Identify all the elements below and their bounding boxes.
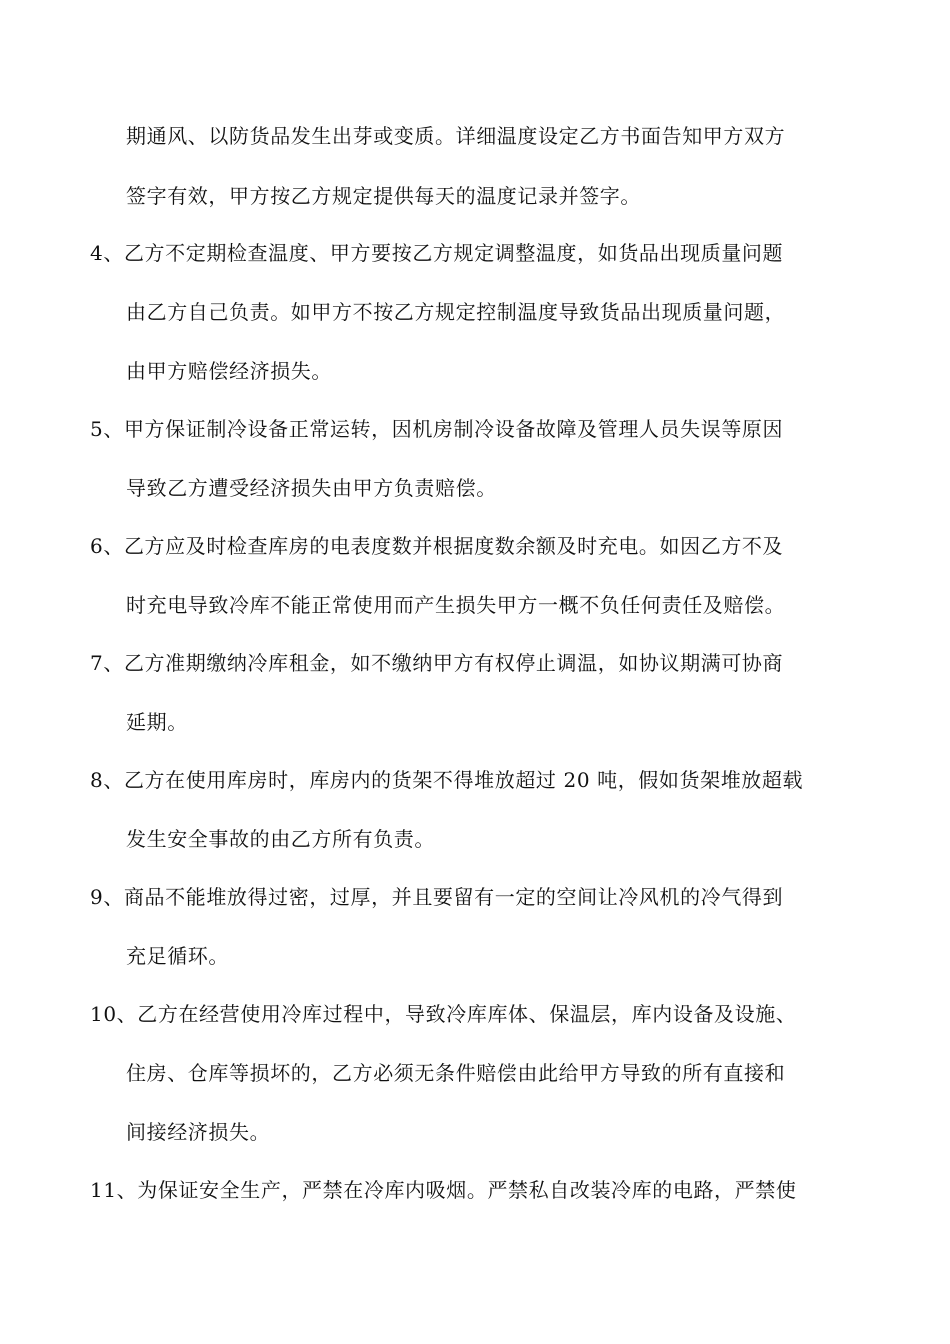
list-item-10: [90, 999, 796, 1029]
item-number: 9、: [90, 885, 124, 909]
list-item-8: [90, 765, 803, 795]
list-item-5: [90, 414, 783, 444]
item-8-line-2: 发生安全事故的由乙方所有负责。: [126, 827, 435, 851]
item-4-line-3: 由甲方赔偿经济损失。: [126, 359, 332, 383]
item-number: 10、: [90, 1002, 138, 1026]
item-number: 7、: [90, 651, 124, 675]
item-number: 5、: [90, 417, 124, 441]
item-number: 6、: [90, 534, 124, 558]
item-text-line: 商品不能堆放得过密，过厚，并且要留有一定的空间让冷风机的冷气得到: [123, 885, 784, 909]
item-5-line-2: 导致乙方遭受经济损失由甲方负责赔偿。: [126, 476, 497, 500]
list-item-4: [90, 238, 783, 268]
item-number: 8、: [90, 768, 124, 792]
list-item-11: [90, 1175, 796, 1205]
item-text-line: 为保证安全生产，严禁在冷库内吸烟。严禁私自改装冷库的电路，严禁使: [137, 1178, 797, 1202]
item-9-line-2: 充足循环。: [126, 944, 229, 968]
item-4-line-2: 由乙方自己负责。如甲方不按乙方规定控制温度导致货品出现质量问题，: [126, 300, 786, 324]
item-text-line: 乙方在经营使用冷库过程中，导致冷库库体、保温层，库内设备及设施、: [137, 1002, 797, 1026]
item-number: 11、: [90, 1178, 138, 1202]
item-text-line: 乙方在使用库房时，库房内的货架不得堆放超过 20 吨，假如货架堆放超载: [123, 768, 804, 792]
item-text-line: 甲方保证制冷设备正常运转，因机房制冷设备故障及管理人员失误等原因: [123, 417, 784, 441]
list-item-6: [90, 531, 783, 561]
continuation-line-1: 期通风、以防货品发生出芽或变质。详细温度设定乙方书面告知甲方双方: [126, 124, 786, 148]
item-10-line-3: 间接经济损失。: [126, 1120, 271, 1144]
continuation-line-2: 签字有效，甲方按乙方规定提供每天的温度记录并签字。: [126, 184, 641, 208]
item-10-line-2: 住房、仓库等损坏的，乙方必须无条件赔偿由此给甲方导致的所有直接和: [126, 1061, 786, 1085]
list-item-7: [90, 648, 783, 678]
item-6-line-2: 时充电导致冷库不能正常使用而产生损失甲方一概不负任何责任及赔偿。: [126, 593, 786, 617]
item-number: 4、: [90, 241, 124, 265]
item-7-line-2: 延期。: [126, 710, 188, 734]
item-text-line: 乙方准期缴纳冷库租金，如不缴纳甲方有权停止调温，如协议期满可协商: [123, 651, 784, 675]
item-text-line: 乙方应及时检查库房的电表度数并根据度数余额及时充电。如因乙方不及: [123, 534, 784, 558]
item-text-line: 乙方不定期检查温度、甲方要按乙方规定调整温度，如货品出现质量问题: [123, 241, 784, 265]
list-item-9: [90, 882, 783, 912]
